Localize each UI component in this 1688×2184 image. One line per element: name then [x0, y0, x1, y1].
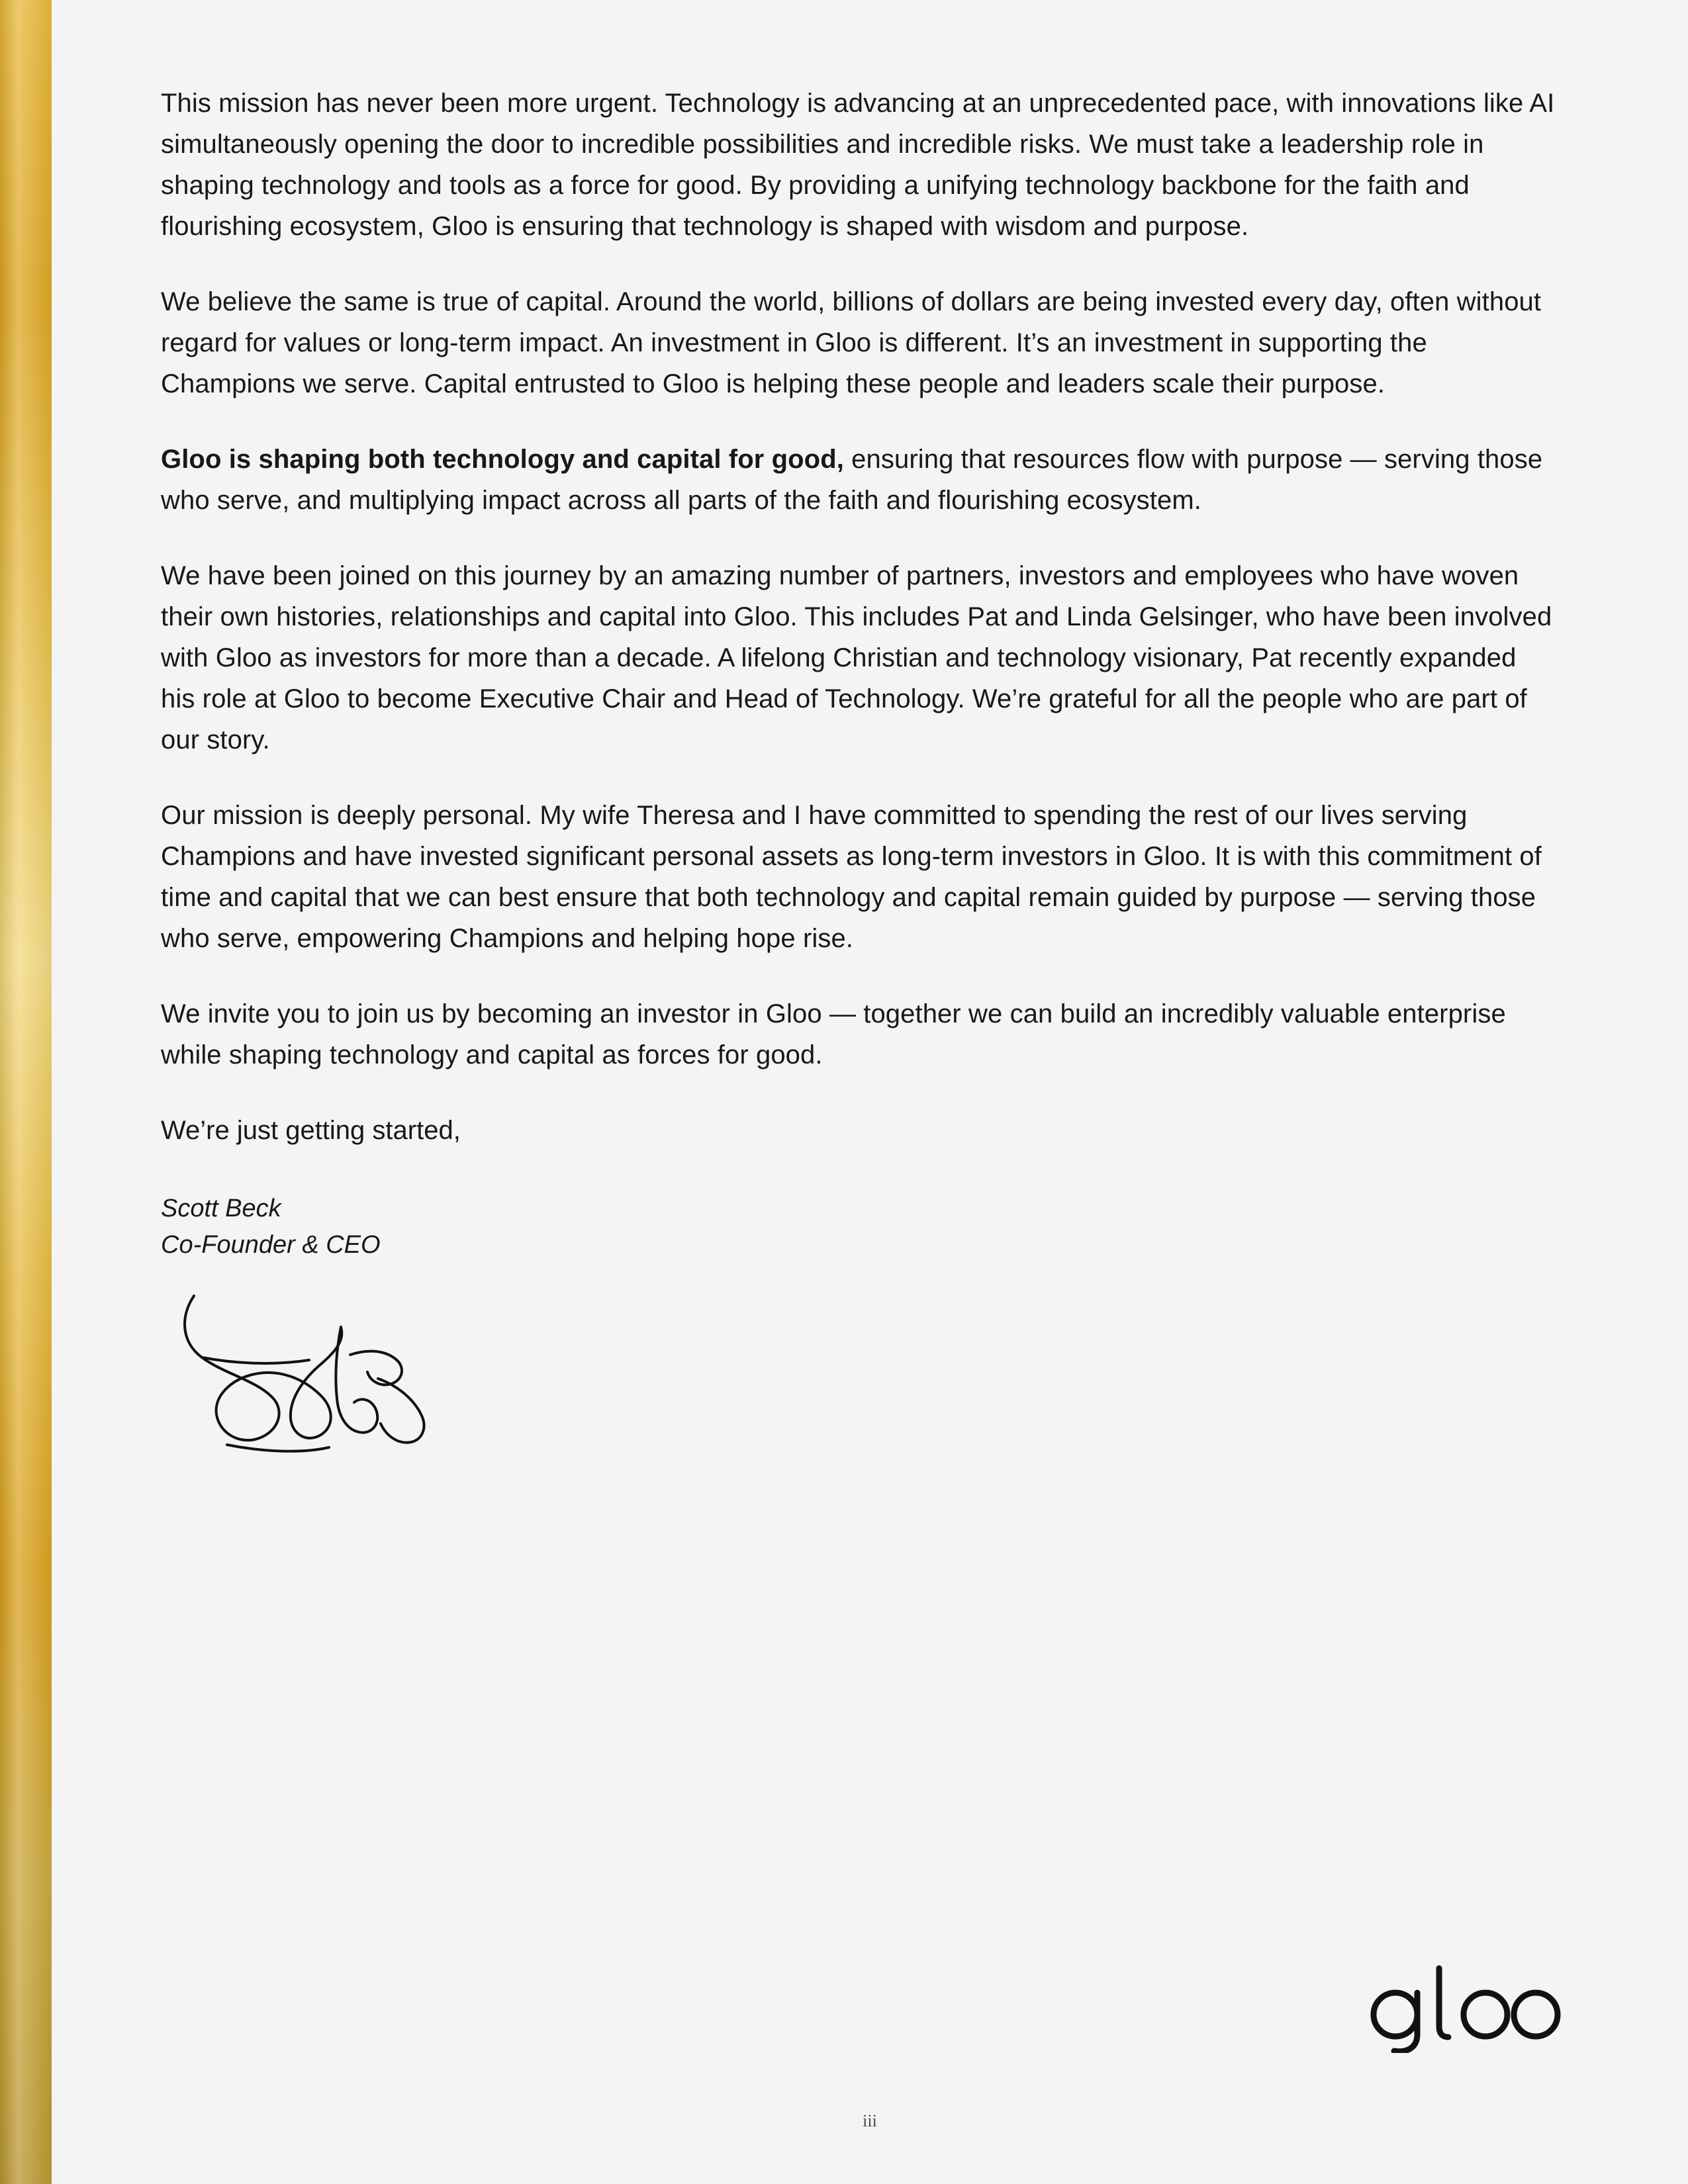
- highlight-rest: ensuring that resources flow with purpose — serving those who serve, and multiplying impact across all parts of the faith and flourishing ecosystem.: [161, 445, 1543, 515]
- closing-line: We’re just getting started,: [161, 1116, 461, 1145]
- paragraph-5: We invite you to join us by becoming an investor in Gloo — together we can build an incredibly valuable enterprise while shaping technology and capital as forces for good.: [161, 999, 1506, 1069]
- paragraph-highlight: [161, 439, 1558, 521]
- highlight-lead: Gloo is shaping both technology and capital for good,: [161, 445, 844, 474]
- letter-page: [52, 0, 1688, 2184]
- signature-icon: [167, 1286, 578, 1471]
- letter-body: [161, 83, 1558, 1475]
- signer-title: Co-Founder & CEO: [161, 1231, 381, 1259]
- paragraph-2: We believe the same is true of capital. Around the world, billions of dollars are being invested every day, often without regard for values or long-term impact. An investment in Gloo is different. It’s an investment in supporting the Champions we serve. Capital entrusted to Gloo is helping these people and leaders scale their purpose.: [161, 287, 1542, 398]
- paragraph-3: We have been joined on this journey by an amazing number of partners, investors and employees who have woven their own histories, relationships and capital into Gloo. This includes Pat and Linda Gelsinger, who have been involved with Gloo as investors for more than a decade. A lifelong Christian and technology visionary, Pat recently expanded his role at Gloo to become Executive Chair and Head of Technology. We’re grateful for all the people who are part of our story.: [161, 561, 1552, 754]
- paragraph-4: Our mission is deeply personal. My wife Theresa and I have committed to spending the rest of our lives serving Champions and have invested significant personal assets as long-term investors in Gloo. It is with this commitment of time and capital that we can best ensure that both technology and capital remain guided by purpose — serving those who serve, empowering Champions and helping hope rise.: [161, 801, 1542, 953]
- accent-bar: [0, 0, 52, 2184]
- page-number: iii: [863, 2111, 877, 2130]
- signer-name: Scott Beck: [161, 1195, 281, 1222]
- gloo-logo: [1365, 1954, 1577, 2053]
- paragraph-1: This mission has never been more urgent. Technology is advancing at an unprecedented pace, with innovations like AI simultaneously opening the door to incredible possibilities and incredible risks. We must take a leadership role in shaping technology and tools as a force for good. By providing a unifying technology backbone for the faith and flourishing ecosystem, Gloo is ensuring that technology is shaped with wisdom and purpose.: [161, 89, 1555, 241]
- accent-bar-sheen: [0, 0, 52, 2184]
